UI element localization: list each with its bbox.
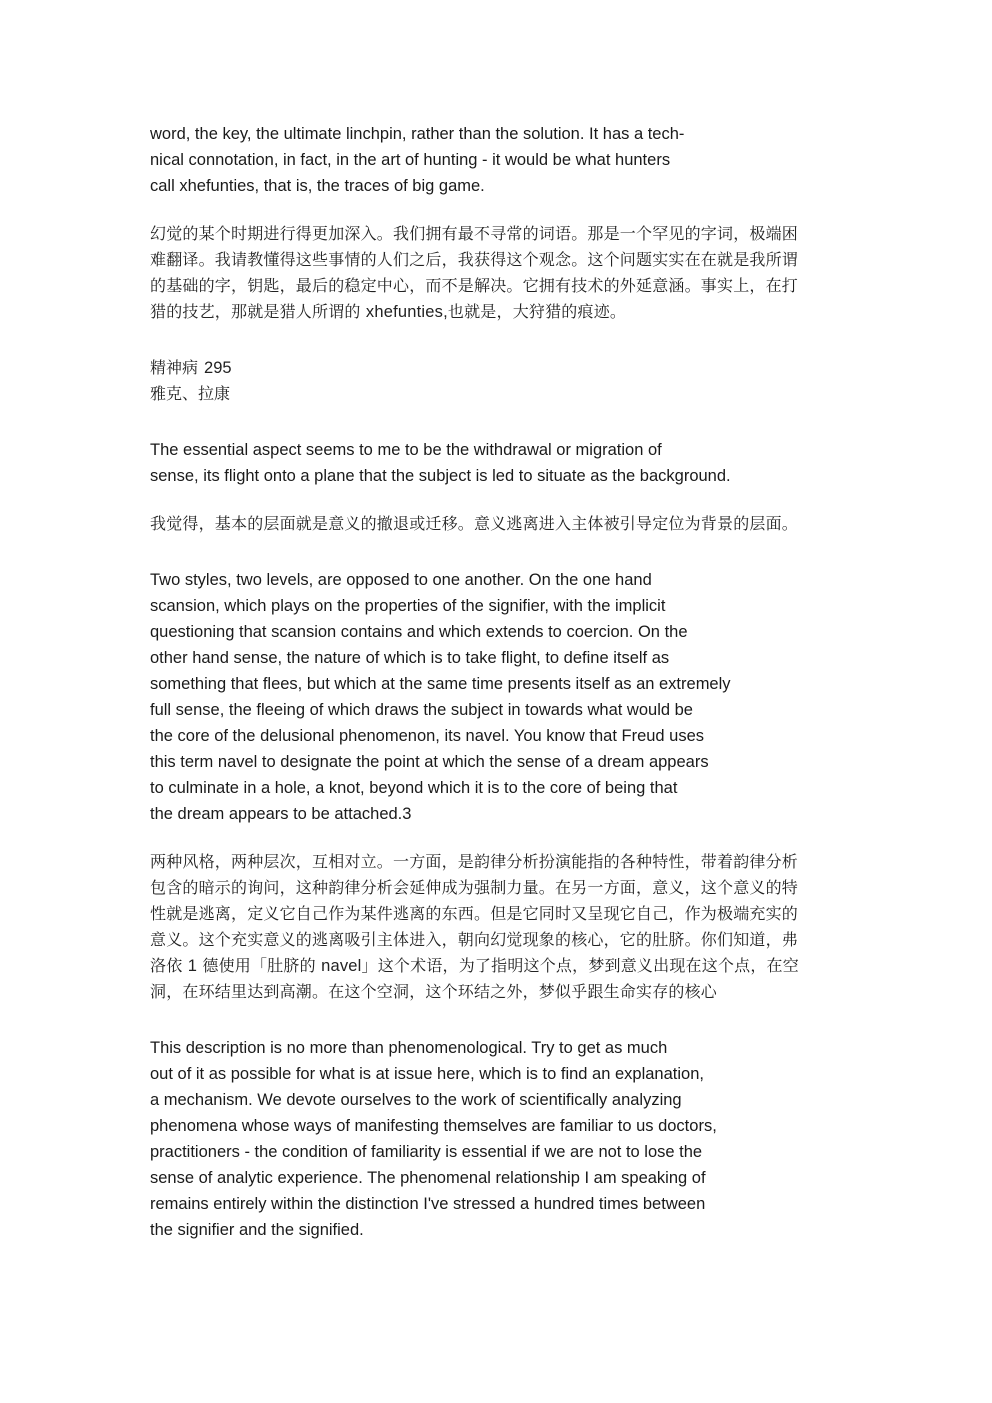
text-line: The essential aspect seems to me to be the withdrawal or migration of (150, 441, 662, 459)
chapter-title: 精神病 (150, 358, 199, 377)
text-line: out of it as possible for what is at issue here, which is to find an explanation, (150, 1065, 704, 1083)
paragraph-english-1 (150, 121, 850, 199)
text-line: 洞，在环结里达到高潮。在这个空洞，这个环结之外，梦似乎跟生命实存的核心 (150, 982, 718, 1001)
paragraph-english-4 (150, 1035, 850, 1243)
text-line: sense of analytic experience. The phenomenal relationship I am speaking of (150, 1169, 706, 1187)
term-xhefunties: xhefunties, (365, 303, 448, 321)
text-line: phenomena whose ways of manifesting themselves are familiar to us doctors, (150, 1117, 717, 1135)
text-line: 的基础的字，钥匙，最后的稳定中心，而不是解决。它拥有技术的外延意涵。事实上，在打 (150, 276, 799, 295)
text-line: word, the key, the ultimate linchpin, rather than the solution. It has a tech- (150, 125, 685, 143)
term-navel: navel (321, 957, 362, 975)
text-line: call xhefunties, that is, the traces of big game. (150, 177, 485, 195)
text-line: to culminate in a hole, a knot, beyond which it is to the core of being that (150, 779, 678, 797)
text-line: 两种风格，两种层次，互相对立。一方面，是韵律分析扮演能指的各种特性，带着韵律分析 (150, 852, 799, 871)
text-line: something that flees, but which at the same time presents itself as an extremely (150, 675, 731, 693)
text-line: nical connotation, in fact, in the art of hunting - it would be what hunters (150, 151, 671, 169)
running-header (150, 355, 850, 407)
paragraph-english-3 (150, 567, 850, 827)
paragraph-chinese-1 (150, 221, 850, 325)
text-line: this term navel to designate the point at which the sense of a dream appears (150, 753, 709, 771)
text-line: the core of the delusional phenomenon, its navel. You know that Freud uses (150, 727, 705, 745)
text-fragment: 也就是，大狩猎的痕迹。 (447, 302, 627, 321)
paragraph-chinese-3 (150, 849, 850, 1005)
text-line: other hand sense, the nature of which is to take flight, to define itself as (150, 649, 670, 667)
text-line (150, 299, 850, 325)
paragraph-english-2 (150, 437, 850, 489)
author-name: 雅克、拉康 (150, 384, 231, 403)
text-line: Two styles, two levels, are opposed to one another. On the one hand (150, 571, 652, 589)
page-number: 295 (204, 359, 232, 377)
text-line: 我觉得，基本的层面就是意义的撤退或迁移。意义逃离进入主体被引导定位为背景的层面。 (150, 514, 799, 533)
text-line: remains entirely within the distinction I've stressed a hundred times between (150, 1195, 706, 1213)
text-line: full sense, the fleeing of which draws the subject in towards what would be (150, 701, 693, 719)
footnote-marker: 1 (187, 957, 198, 975)
text-fragment: 」这个术语，为了指明这个点，梦到意义出现在这个点，在空 (361, 956, 799, 975)
text-line: 难翻译。我请教懂得这些事情的人们之后，我获得这个观念。这个问题实实在在就是我所谓 (150, 250, 799, 269)
text-fragment: 德使用「肚脐的 (197, 956, 322, 975)
text-line: 包含的暗示的询问，这种韵律分析会延伸成为强制力量。在另一方面，意义，这个意义的特 (150, 878, 799, 897)
text-line: the dream appears to be attached.3 (150, 805, 412, 823)
text-line: a mechanism. We devote ourselves to the work of scientifically analyzing (150, 1091, 682, 1109)
text-line: This description is no more than phenomenological. Try to get as much (150, 1039, 668, 1057)
text-line: practitioners - the condition of familiarity is essential if we are not to lose the (150, 1143, 703, 1161)
paragraph-chinese-2 (150, 511, 850, 537)
document-page (150, 121, 850, 1243)
text-line: scansion, which plays on the properties of the signifier, with the implicit (150, 597, 666, 615)
text-fragment: 洛依 (150, 956, 188, 975)
text-line: questioning that scansion contains and which extends to coercion. On the (150, 623, 688, 641)
text-line: 幻觉的某个时期进行得更加深入。我们拥有最不寻常的词语。那是一个罕见的字词，极端困 (150, 224, 799, 243)
text-line: the signifier and the signified. (150, 1221, 364, 1239)
text-line (150, 953, 850, 979)
text-line: 性就是逃离，定义它自己作为某件逃离的东西。但是它同时又呈现它自己，作为极端充实的 (150, 904, 799, 923)
text-fragment: 猎的技艺，那就是猎人所谓的 (150, 302, 366, 321)
text-line: 意义。这个充实意义的逃离吸引主体进入，朝向幻觉现象的核心，它的肚脐。你们知道，弗 (150, 930, 799, 949)
text-line: sense, its flight onto a plane that the subject is led to situate as the background. (150, 467, 731, 485)
